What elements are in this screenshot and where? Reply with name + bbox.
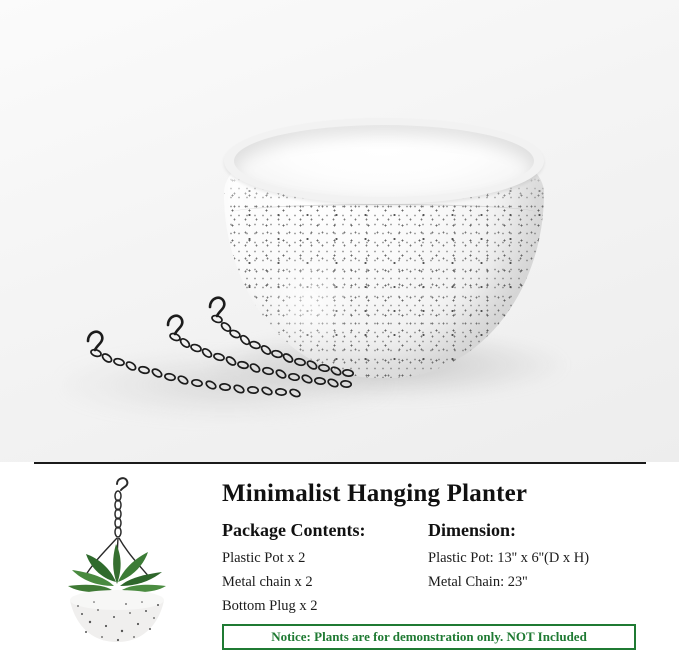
list-item: Bottom Plug x 2	[222, 598, 318, 614]
list-item: Metal Chain: 23''	[428, 574, 528, 590]
package-contents-column	[222, 520, 422, 622]
metal-chains	[60, 285, 380, 405]
info-panel	[0, 462, 679, 660]
chain-hook	[210, 298, 224, 316]
chain-hook	[168, 316, 182, 334]
bowl-rim	[224, 118, 544, 204]
dimension-column	[428, 520, 668, 598]
dimension-heading: Dimension:	[428, 520, 517, 540]
panel-divider	[34, 462, 646, 464]
bowl-interior	[234, 125, 534, 197]
notice-text: Notice: Plants are for demonstration only. NOT Included	[271, 629, 587, 644]
stacked-pot-seam	[232, 204, 536, 221]
notice-banner	[222, 624, 636, 650]
list-item: Plastic Pot: 13'' x 6''(D x H)	[428, 550, 590, 566]
list-item: Plastic Pot x 2	[222, 550, 306, 566]
chain-hook	[88, 332, 102, 350]
chain-strand	[211, 314, 354, 376]
package-contents-heading: Package Contents:	[222, 520, 366, 540]
page-title: Minimalist Hanging Planter	[222, 480, 528, 507]
chain-strand	[90, 348, 301, 398]
list-item: Metal chain x 2	[222, 574, 313, 590]
hero-planter-photo	[24, 474, 210, 658]
